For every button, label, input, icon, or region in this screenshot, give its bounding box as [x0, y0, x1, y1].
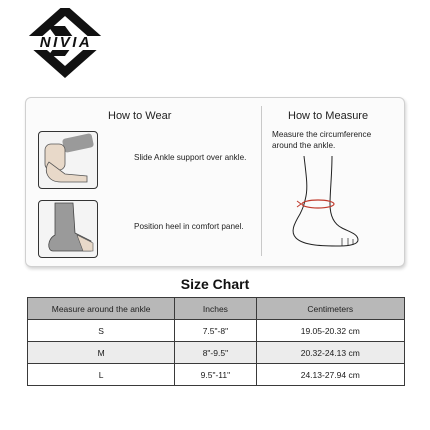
- how-to-wear-title: How to Wear: [108, 110, 172, 122]
- header-inches: Inches: [175, 298, 256, 320]
- size-cm: 19.05-20.32 cm: [256, 320, 404, 342]
- how-to-measure-title: How to Measure: [288, 110, 369, 122]
- size-inches: 9.5"-11": [175, 364, 256, 386]
- size-chart-title: Size Chart: [180, 276, 250, 292]
- size-label: S: [28, 320, 175, 342]
- size-inches: 7.5"-8": [175, 320, 256, 342]
- table-row: [28, 342, 405, 364]
- size-inches: 8"-9.5": [175, 342, 256, 364]
- table-row: [28, 364, 405, 386]
- table-header-row: [28, 298, 405, 320]
- heel-position-illustration: [38, 200, 98, 258]
- size-label: M: [28, 342, 175, 364]
- header-measure: Measure around the ankle: [28, 298, 175, 320]
- instructions-card: [25, 97, 405, 267]
- table-row: [28, 320, 405, 342]
- step-heel-text: Position heel in comfort panel.: [134, 222, 244, 231]
- foot-measure-icon: [284, 154, 364, 254]
- size-cm: 20.32-24.13 cm: [256, 342, 404, 364]
- header-centimeters: Centimeters: [256, 298, 404, 320]
- size-label: L: [28, 364, 175, 386]
- size-chart-table: [27, 297, 405, 386]
- slide-on-illustration: [38, 131, 98, 189]
- step-slide-text: Slide Ankle support over ankle.: [134, 153, 247, 162]
- brand-logo: [18, 8, 113, 78]
- size-cm: 24.13-27.94 cm: [256, 364, 404, 386]
- brand-name: NIVIA: [20, 36, 112, 50]
- column-divider: [261, 106, 262, 256]
- measure-instruction-text: Measure the circumference around the ankle.: [272, 130, 372, 150]
